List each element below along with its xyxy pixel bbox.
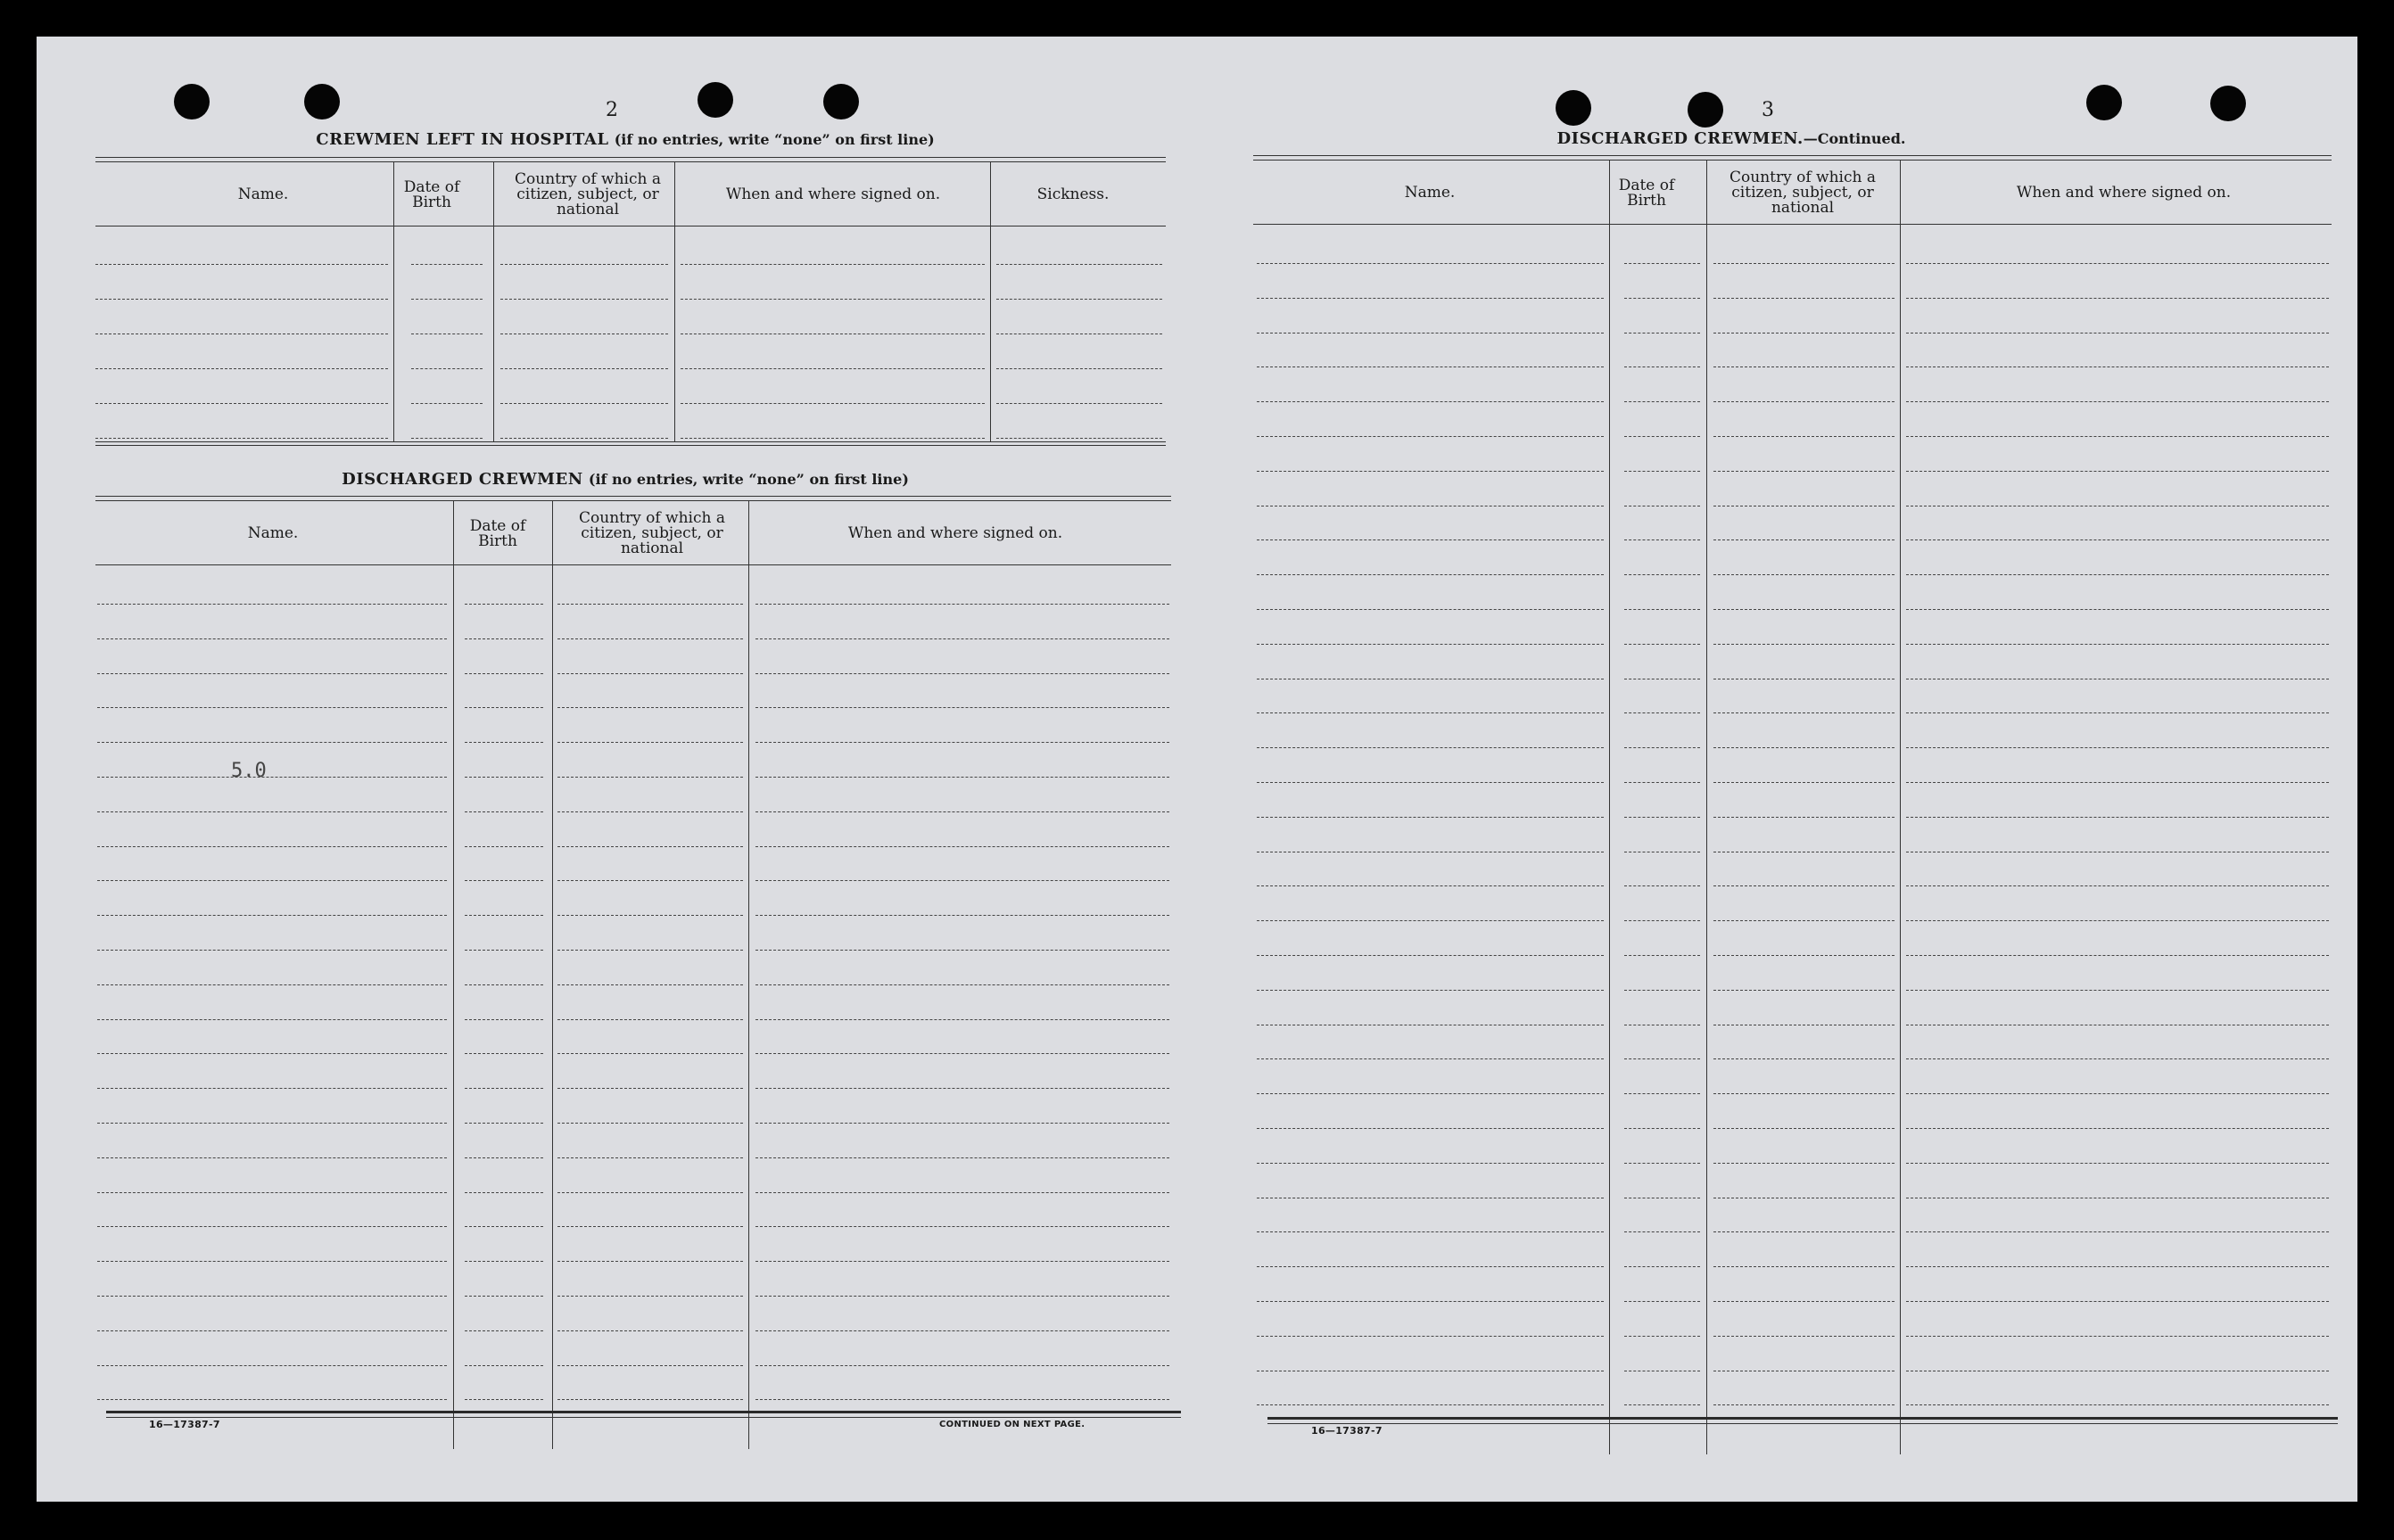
entry-line	[1624, 1163, 1700, 1164]
entry-line	[411, 299, 483, 300]
entry-line	[557, 1261, 743, 1262]
entry-line	[1624, 539, 1700, 540]
entry-line	[1257, 712, 1604, 713]
entry-line	[681, 438, 985, 439]
entry-line	[97, 1157, 447, 1158]
entry-line	[1713, 609, 1895, 610]
entry-line	[755, 1330, 1169, 1331]
entry-line	[97, 1123, 447, 1124]
column-header-signed-on: When and where signed on.	[2016, 184, 2232, 202]
entry-line	[1257, 1058, 1604, 1059]
punch-hole	[823, 84, 859, 119]
entry-line	[681, 299, 985, 300]
entry-line	[1624, 333, 1700, 334]
entry-line	[1257, 1266, 1604, 1267]
rule	[95, 500, 1171, 501]
entry-line	[557, 846, 743, 847]
entry-line	[97, 915, 447, 916]
entry-line	[1906, 1093, 2329, 1094]
form-number: 16—17387-7	[1311, 1425, 1383, 1437]
entry-line	[465, 1399, 543, 1400]
entry-line	[411, 264, 483, 265]
entry-line	[465, 777, 543, 778]
entry-line	[97, 1261, 447, 1262]
entry-line	[557, 1192, 743, 1193]
entry-line	[500, 403, 668, 404]
entry-line	[557, 1019, 743, 1020]
entry-line	[1906, 1301, 2329, 1302]
entry-line	[557, 1399, 743, 1400]
rule	[95, 157, 1166, 158]
entry-line	[1906, 920, 2329, 921]
entry-line	[1257, 574, 1604, 575]
entry-line	[465, 1053, 543, 1054]
entry-line	[411, 368, 483, 369]
entry-line	[1713, 885, 1895, 886]
rule	[95, 445, 1166, 446]
entry-line	[97, 1365, 447, 1366]
entry-line	[1257, 817, 1604, 818]
entry-line	[1713, 574, 1895, 575]
section-title-text: DISCHARGED CREWMEN.	[1556, 129, 1804, 148]
entry-line	[465, 915, 543, 916]
entry-line	[1906, 1336, 2329, 1337]
section-note: (if no entries, write “none” on first line)	[614, 131, 935, 148]
entry-line	[557, 673, 743, 674]
entry-line	[755, 1226, 1169, 1227]
entry-line	[1257, 471, 1604, 472]
entry-line	[1257, 298, 1604, 299]
entry-line	[1624, 1058, 1700, 1059]
entry-line	[97, 950, 447, 951]
entry-line	[755, 638, 1169, 639]
entry-line	[1713, 539, 1895, 540]
entry-line	[755, 915, 1169, 916]
entry-line	[1257, 1093, 1604, 1094]
entry-line	[557, 638, 743, 639]
page-number: 3	[1762, 99, 1774, 121]
entry-line	[557, 915, 743, 916]
entry-line	[755, 1157, 1169, 1158]
entry-line	[465, 1226, 543, 1227]
entry-line	[1624, 574, 1700, 575]
entry-line	[996, 438, 1162, 439]
entry-line	[97, 811, 447, 812]
entry-line	[1257, 955, 1604, 956]
entry-line	[557, 1157, 743, 1158]
entry-line	[1713, 817, 1895, 818]
entry-line	[1257, 263, 1604, 264]
column-header-date-of-birth: Date of Birth	[1618, 176, 1675, 210]
entry-line	[755, 1296, 1169, 1297]
discharged-continued-title	[1464, 129, 1999, 148]
entry-line	[465, 1088, 543, 1089]
column-divider	[453, 500, 454, 1449]
entry-line	[97, 1088, 447, 1089]
entry-line	[1713, 1231, 1895, 1232]
page-number: 2	[606, 99, 618, 121]
continued-note: CONTINUED ON NEXT PAGE.	[939, 1420, 1086, 1429]
hospital-section-title	[242, 130, 1009, 149]
entry-line	[500, 438, 668, 439]
entry-line	[97, 1053, 447, 1054]
entry-line	[97, 984, 447, 985]
entry-line	[1257, 782, 1604, 783]
entry-line	[97, 673, 447, 674]
entry-line	[1906, 747, 2329, 748]
entry-line	[1257, 539, 1604, 540]
entry-line	[97, 1019, 447, 1020]
column-divider	[552, 500, 553, 1449]
entry-line	[557, 742, 743, 743]
entry-line	[95, 299, 388, 300]
column-header-signed-on: When and where signed on.	[725, 185, 941, 203]
entry-line	[1624, 644, 1700, 645]
column-divider	[1706, 160, 1707, 1454]
entry-line	[95, 403, 388, 404]
entry-line	[1906, 436, 2329, 437]
column-header-country: Country of which a citizen, subject, or national	[579, 509, 725, 557]
entry-line	[465, 1296, 543, 1297]
entry-line	[465, 604, 543, 605]
entry-line	[755, 1088, 1169, 1089]
entry-line	[1624, 366, 1700, 367]
column-divider	[674, 161, 675, 441]
entry-line	[1713, 298, 1895, 299]
entry-line	[1713, 990, 1895, 991]
entry-line	[97, 1296, 447, 1297]
entry-line	[755, 984, 1169, 985]
entry-line	[97, 707, 447, 708]
entry-line	[1906, 990, 2329, 991]
entry-line	[1624, 782, 1700, 783]
entry-line	[465, 1192, 543, 1193]
entry-line	[1713, 955, 1895, 956]
entry-line	[1906, 712, 2329, 713]
entry-line	[755, 1053, 1169, 1054]
entry-line	[411, 438, 483, 439]
entry-line	[681, 264, 985, 265]
column-header-name: Name.	[237, 185, 289, 203]
entry-line	[1257, 1336, 1604, 1337]
section-title-text: CREWMEN LEFT IN HOSPITAL	[316, 130, 609, 149]
entry-line	[465, 846, 543, 847]
rule	[1253, 224, 2332, 225]
entry-line	[465, 1365, 543, 1366]
entry-line	[1713, 712, 1895, 713]
entry-line	[681, 368, 985, 369]
entry-line	[1257, 885, 1604, 886]
entry-line	[1257, 1301, 1604, 1302]
entry-line	[500, 264, 668, 265]
column-divider	[1900, 160, 1901, 1454]
entry-line	[755, 1399, 1169, 1400]
entry-line	[1257, 920, 1604, 921]
entry-line	[1906, 782, 2329, 783]
entry-line	[557, 950, 743, 951]
entry-line	[755, 777, 1169, 778]
column-header-country: Country of which a citizen, subject, or national	[1729, 169, 1876, 217]
entry-line	[465, 984, 543, 985]
entry-line	[465, 638, 543, 639]
rule	[106, 1417, 1181, 1418]
entry-line	[1906, 817, 2329, 818]
entry-line	[1624, 471, 1700, 472]
entry-line	[1624, 609, 1700, 610]
entry-line	[1713, 1301, 1895, 1302]
entry-line	[1906, 574, 2329, 575]
entry-line	[465, 1261, 543, 1262]
entry-line	[1257, 609, 1604, 610]
entry-line	[1257, 401, 1604, 402]
rule	[1267, 1423, 2338, 1424]
entry-line	[557, 1088, 743, 1089]
entry-line	[1713, 1266, 1895, 1267]
entry-line	[465, 1123, 543, 1124]
entry-line	[97, 604, 447, 605]
entry-line	[1624, 263, 1700, 264]
column-header-name: Name.	[247, 524, 299, 542]
column-header-sickness: Sickness.	[1036, 185, 1110, 203]
entry-line	[996, 264, 1162, 265]
rule	[95, 441, 1166, 442]
rule	[1267, 1417, 2338, 1420]
entry-line	[1713, 333, 1895, 334]
entry-line	[1624, 990, 1700, 991]
entry-line	[97, 880, 447, 881]
entry-line	[996, 299, 1162, 300]
entry-line	[97, 742, 447, 743]
entry-line	[755, 950, 1169, 951]
punch-hole	[304, 84, 340, 119]
entry-line	[557, 880, 743, 881]
entry-line	[755, 707, 1169, 708]
entry-line	[1624, 1093, 1700, 1094]
column-divider	[990, 161, 991, 441]
entry-line	[557, 1226, 743, 1227]
entry-line	[1713, 920, 1895, 921]
entry-line	[1624, 955, 1700, 956]
entry-line	[755, 1365, 1169, 1366]
entry-line	[557, 707, 743, 708]
entry-line	[1906, 401, 2329, 402]
section-note: (if no entries, write “none” on first line)	[588, 471, 909, 488]
entry-line	[1624, 436, 1700, 437]
entry-line	[1713, 1163, 1895, 1164]
entry-line	[1906, 644, 2329, 645]
entry-line	[1906, 955, 2329, 956]
entry-line	[1906, 1266, 2329, 1267]
entry-line	[465, 1330, 543, 1331]
entry-line	[500, 368, 668, 369]
entry-line	[1906, 471, 2329, 472]
rule	[106, 1411, 1181, 1413]
entry-line	[1713, 1093, 1895, 1094]
entry-line	[1257, 366, 1604, 367]
entry-line	[465, 742, 543, 743]
entry-line	[1713, 1128, 1895, 1129]
entry-line	[1713, 1404, 1895, 1405]
entry-line	[1257, 990, 1604, 991]
column-divider	[748, 500, 749, 1449]
entry-line	[97, 1226, 447, 1227]
column-header-date-of-birth: Date of Birth	[469, 516, 526, 550]
column-divider	[1609, 160, 1610, 1454]
entry-line	[755, 673, 1169, 674]
entry-line	[557, 811, 743, 812]
entry-line	[1257, 747, 1604, 748]
entry-line	[97, 1330, 447, 1331]
entry-line	[465, 673, 543, 674]
punch-hole	[2086, 85, 2122, 120]
entry-line	[755, 1123, 1169, 1124]
entry-line	[1906, 263, 2329, 264]
entry-line	[465, 950, 543, 951]
entry-line	[1713, 263, 1895, 264]
entry-line	[465, 811, 543, 812]
entry-line	[1906, 333, 2329, 334]
entry-line	[95, 264, 388, 265]
entry-line	[1257, 436, 1604, 437]
section-note: —Continued.	[1803, 130, 1906, 147]
rule	[95, 161, 1166, 162]
entry-line	[557, 1330, 743, 1331]
punch-hole	[1688, 92, 1723, 128]
section-title-text: DISCHARGED CREWMEN	[342, 470, 583, 489]
column-header-country: Country of which a citizen, subject, or national	[515, 170, 661, 218]
entry-line	[755, 811, 1169, 812]
column-divider	[393, 161, 394, 441]
entry-line	[97, 1399, 447, 1400]
entry-line	[1624, 1128, 1700, 1129]
entry-line	[1906, 1058, 2329, 1059]
stray-mark: 5.0	[231, 760, 267, 782]
entry-line	[500, 299, 668, 300]
rule	[95, 564, 1171, 565]
entry-line	[1713, 401, 1895, 402]
entry-line	[1906, 1163, 2329, 1164]
entry-line	[95, 438, 388, 439]
entry-line	[996, 403, 1162, 404]
entry-line	[1906, 298, 2329, 299]
entry-line	[1713, 366, 1895, 367]
entry-line	[1713, 471, 1895, 472]
entry-line	[95, 368, 388, 369]
entry-line	[465, 1019, 543, 1020]
entry-line	[996, 368, 1162, 369]
entry-line	[1257, 1163, 1604, 1164]
column-header-signed-on: When and where signed on.	[847, 524, 1063, 542]
punch-hole	[1556, 90, 1591, 126]
entry-line	[1713, 782, 1895, 783]
entry-line	[755, 1261, 1169, 1262]
entry-line	[1906, 1404, 2329, 1405]
entry-line	[465, 1157, 543, 1158]
entry-line	[97, 1192, 447, 1193]
entry-line	[681, 403, 985, 404]
entry-line	[1257, 1128, 1604, 1129]
entry-line	[755, 846, 1169, 847]
entry-line	[557, 1053, 743, 1054]
column-header-date-of-birth: Date of Birth	[403, 177, 460, 211]
entry-line	[465, 880, 543, 881]
punch-hole	[698, 82, 733, 118]
entry-line	[1624, 817, 1700, 818]
entry-line	[557, 1123, 743, 1124]
entry-line	[1713, 436, 1895, 437]
entry-line	[97, 638, 447, 639]
entry-line	[755, 880, 1169, 881]
entry-line	[1713, 1336, 1895, 1337]
entry-line	[1624, 298, 1700, 299]
entry-line	[1906, 539, 2329, 540]
entry-line	[1713, 644, 1895, 645]
entry-line	[1624, 1231, 1700, 1232]
entry-line	[465, 707, 543, 708]
entry-line	[1624, 1404, 1700, 1405]
entry-line	[1257, 644, 1604, 645]
entry-line	[97, 777, 447, 778]
entry-line	[755, 1192, 1169, 1193]
rule	[1253, 160, 2332, 161]
entry-line	[557, 1296, 743, 1297]
entry-line	[1624, 885, 1700, 886]
entry-line	[755, 1019, 1169, 1020]
entry-line	[1257, 333, 1604, 334]
discharged-section-title	[268, 470, 982, 489]
entry-line	[1713, 747, 1895, 748]
entry-line	[557, 777, 743, 778]
form-number: 16—17387-7	[149, 1419, 220, 1430]
punch-hole	[2210, 86, 2246, 121]
entry-line	[755, 742, 1169, 743]
entry-line	[1624, 1336, 1700, 1337]
column-divider	[493, 161, 494, 441]
entry-line	[1624, 1266, 1700, 1267]
entry-line	[411, 403, 483, 404]
entry-line	[1906, 366, 2329, 367]
entry-line	[97, 846, 447, 847]
entry-line	[1624, 747, 1700, 748]
entry-line	[1906, 885, 2329, 886]
rule	[1253, 155, 2332, 156]
entry-line	[1906, 609, 2329, 610]
entry-line	[1624, 712, 1700, 713]
entry-line	[755, 604, 1169, 605]
entry-line	[557, 984, 743, 985]
entry-line	[1906, 1128, 2329, 1129]
entry-line	[1624, 401, 1700, 402]
form-sheet	[37, 37, 2357, 1502]
entry-line	[1713, 1058, 1895, 1059]
rule	[95, 496, 1171, 497]
entry-line	[1624, 920, 1700, 921]
entry-line	[557, 1365, 743, 1366]
punch-hole	[174, 84, 210, 119]
entry-line	[557, 604, 743, 605]
entry-line	[1906, 1231, 2329, 1232]
entry-line	[1624, 1301, 1700, 1302]
entry-line	[1257, 1404, 1604, 1405]
entry-line	[1257, 1231, 1604, 1232]
column-header-name: Name.	[1404, 184, 1456, 202]
